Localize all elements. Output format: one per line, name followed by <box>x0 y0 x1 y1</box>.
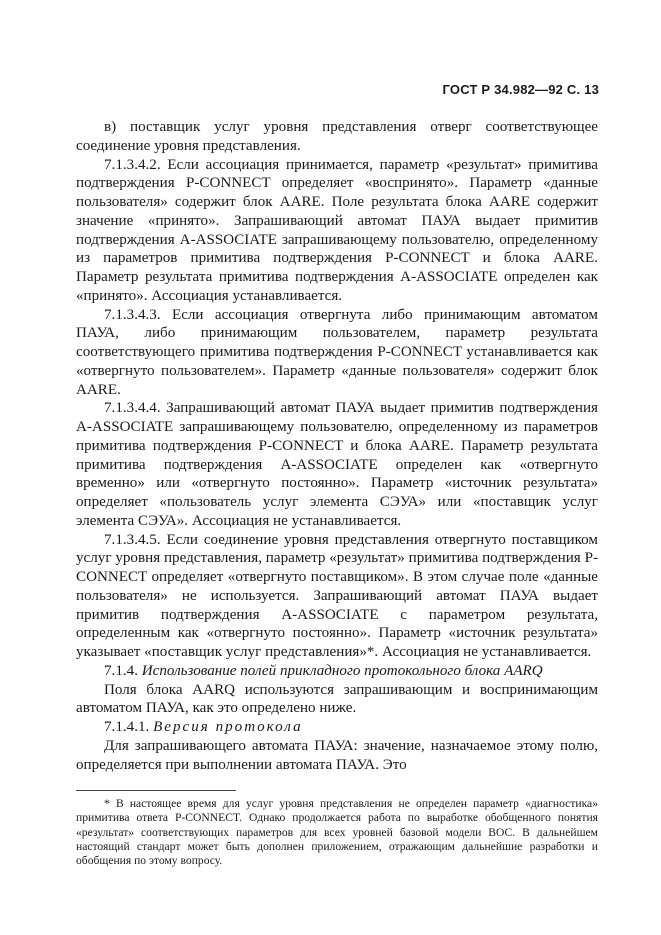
footnote <box>76 797 598 868</box>
main-text <box>76 118 598 774</box>
paragraph-7-1-4: Поля блока AARQ используются запрашивающим и воспринимающим автоматом ПАУА, как это определено ниже. <box>76 681 598 717</box>
paragraph-7-1-3-4-3: 7.1.3.4.3. Если ассоциация отвергнута либо принимающим автоматом ПАУА, либо принимающим пользователем, параметр результата соответствующего примитива подтверждения P-CONNECT устанавливается как «отвергнуто пользователем». Параметр «данные пользователя» содержит блок AARE. <box>76 306 598 398</box>
section-number: 7.1.4. <box>104 662 138 679</box>
section-number: 7.1.4.1. <box>104 719 150 735</box>
section-heading-7-1-4-1 <box>76 718 598 737</box>
paragraph-item-v: в) поставщик услуг уровня представления отверг соответствующее соединение уровня представления. <box>76 119 598 154</box>
section-title: Использование полей прикладного протокольного блока AARQ <box>141 662 543 679</box>
paragraph-7-1-3-4-2: 7.1.3.4.2. Если ассоциация принимается, параметр «результат» примитива подтверждения P-CONNECT определяет «воспринято». Параметр «данные пользователя» содержит блок AARE. Поле результата блока AARE содержит значение «принято». Запрашивающий автомат ПАУА выдает примитив подтверждения A-ASSOCIATE запрашивающему пользователю, определенному из параметров примитива подтверждения P-CONNECT и блока AARE. Параметр результата примитива подтверждения A-ASSOCIATE определен как «принято». Ассоциация устанавливается. <box>76 156 598 304</box>
paragraph-7-1-3-4-4: 7.1.3.4.4. Запрашивающий автомат ПАУА выдает примитив подтверждения A-ASSOCIATE запрашивающему пользователю, определенному из параметров примитива подтверждения P-CONNECT и блока AARE. Параметр результата примитива подтверждения A-ASSOCIATE определен как «отвергнуто временно» или «отвергнуто постоянно». Параметр «источник результата» определяет «пользователь услуг элемента СЭУА» или «поставщик услуг элемента СЭУА». Ассоциация не устанавливается. <box>76 400 598 529</box>
footnote-text: * В настоящее время для услуг уровня представления не определен параметр «диагностика» примитива ответа P-CONNECT. Однако продолжается работа по выработке обобщенного понятия «результат» соответствующих параметров для всех уровней базовой модели ВОС. В дальнейшем настоящий стандарт может быть дополнен приложением, отражающим дальнейшие разработки и обобщения по этому вопросу. <box>76 797 598 868</box>
section-heading-7-1-4 <box>76 662 598 681</box>
footnote-divider <box>76 790 236 791</box>
page-header: ГОСТ Р 34.982—92 С. 13 <box>442 82 599 97</box>
paragraph-7-1-3-4-5: 7.1.3.4.5. Если соединение уровня представления отвергнуто поставщиком услуг уровня представления, параметр «результат» примитива подтверждения P-CONNECT определяет «отвергнуто поставщиком». В этом случае поле «данные пользователя» не используется. Запрашивающий автомат ПАУА выдает примитив подтверждения A-ASSOCIATE с параметром результата, определенным как «отвергнуто постоянно». Параметр «источник результата» указывает «поставщик услуг представления»*. Ассоциация не устанавливается. <box>76 531 598 660</box>
paragraph-7-1-4-1: Для запрашивающего автомата ПАУА: значение, назначаемое этому полю, определяется при выполнении автомата ПАУА. Это <box>76 737 598 773</box>
section-title: Версия протокола <box>153 719 303 735</box>
